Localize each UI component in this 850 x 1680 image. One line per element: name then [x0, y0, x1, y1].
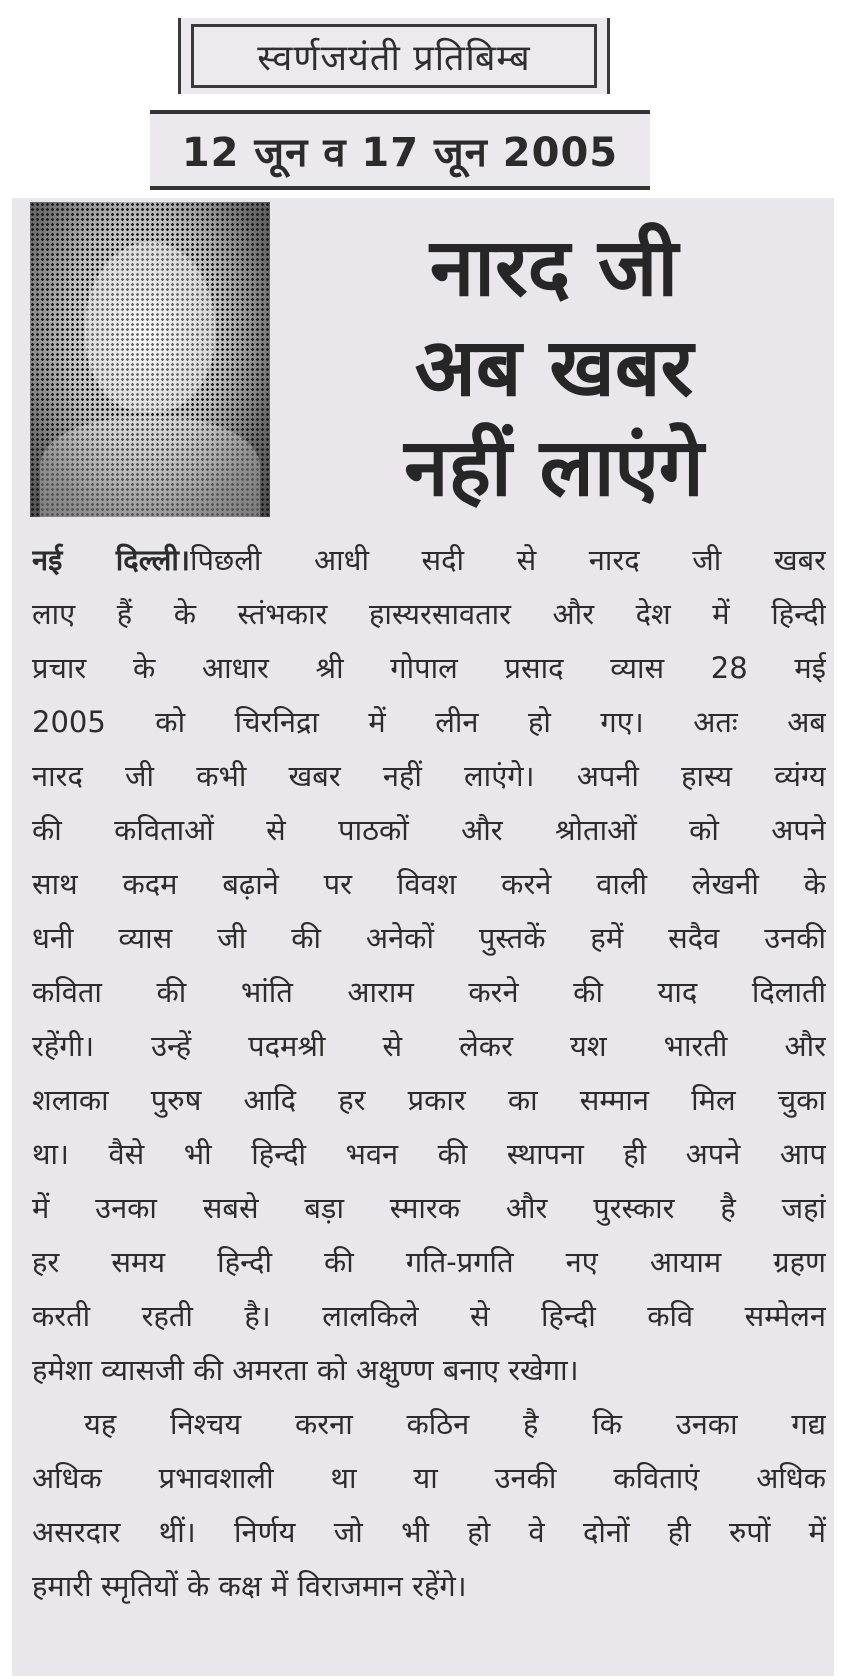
article-line: लाए हैं के स्तंभकार हास्यरसावतार और देश में हिन्दी	[32, 597, 826, 631]
masthead-box	[178, 18, 610, 94]
publication-dates: 12 जून व 17 जून 2005	[150, 110, 650, 190]
article-line: धनी व्यास जी की अनेकों पुस्तकें हमें सदैव उनकी	[32, 921, 826, 955]
portrait-photo	[30, 202, 270, 517]
article-line: यह निश्चय करना कठिन है कि उनका गद्य	[84, 1407, 826, 1441]
article-line: हमेशा व्यासजी की अमरता को अक्षुण्ण बनाए रखेगा।	[32, 1353, 579, 1387]
article-body	[32, 533, 826, 1613]
dateline-place: नई दिल्ली।	[32, 543, 190, 577]
article-paragraph-1	[32, 533, 826, 1397]
article-line: रहेंगी। उन्हें पदमश्री से लेकर यश भारती और	[32, 1029, 826, 1063]
article-line: करती रहती है। लालकिले से हिन्दी कवि सम्मेलन	[32, 1299, 826, 1333]
portrait-face	[85, 242, 215, 412]
article-line: नारद जी कभी खबर नहीं लाएंगे। अपनी हास्य व्यंग्य	[32, 759, 826, 793]
masthead-title: स्वर्णजयंती प्रतिबिम्ब	[191, 24, 597, 88]
article-line: प्रचार के आधार श्री गोपाल प्रसाद व्यास 28 मई	[32, 651, 826, 685]
article-line: कविता की भांति आराम करने की याद दिलाती	[32, 975, 826, 1009]
article-line: शलाका पुरुष आदि हर प्रकार का सम्मान मिल चुका	[32, 1083, 826, 1117]
article-line: असरदार थीं। निर्णय जो भी हो वे दोनों ही रुपों में	[32, 1515, 826, 1549]
article-line: था। वैसे भी हिन्दी भवन की स्थापना ही अपने आप	[32, 1137, 826, 1171]
portrait-shirt	[40, 417, 260, 517]
article-line: हमारी स्मृतियों के कक्ष में विराजमान रहेंगे।	[32, 1569, 467, 1603]
headline-line: नारद जी	[429, 221, 679, 314]
article-line: 2005 को चिरनिद्रा में लीन हो गए। अतः अब	[32, 705, 826, 739]
article-paragraph-2	[32, 1397, 826, 1613]
article-line	[32, 533, 826, 587]
article-line: साथ कदम बढ़ाने पर विवश करने वाली लेखनी के	[32, 867, 826, 901]
headline	[284, 218, 824, 518]
article-line: हर समय हिन्दी की गति-प्रगति नए आयाम ग्रहण	[32, 1245, 826, 1279]
article-line-text: पिछली आधी सदी से नारद जी खबर	[189, 543, 826, 577]
headline-line: अब खबर	[414, 321, 694, 414]
article-line: में उनका सबसे बड़ा स्मारक और पुरस्कार है जहां	[32, 1191, 826, 1225]
newspaper-clipping	[12, 198, 834, 1676]
article-line: की कविताओं से पाठकों और श्रोताओं को अपने	[32, 813, 826, 847]
headline-line: नहीं लाएंगे	[404, 421, 704, 514]
article-line: अधिक प्रभावशाली था या उनकी कविताएं अधिक	[32, 1461, 826, 1495]
